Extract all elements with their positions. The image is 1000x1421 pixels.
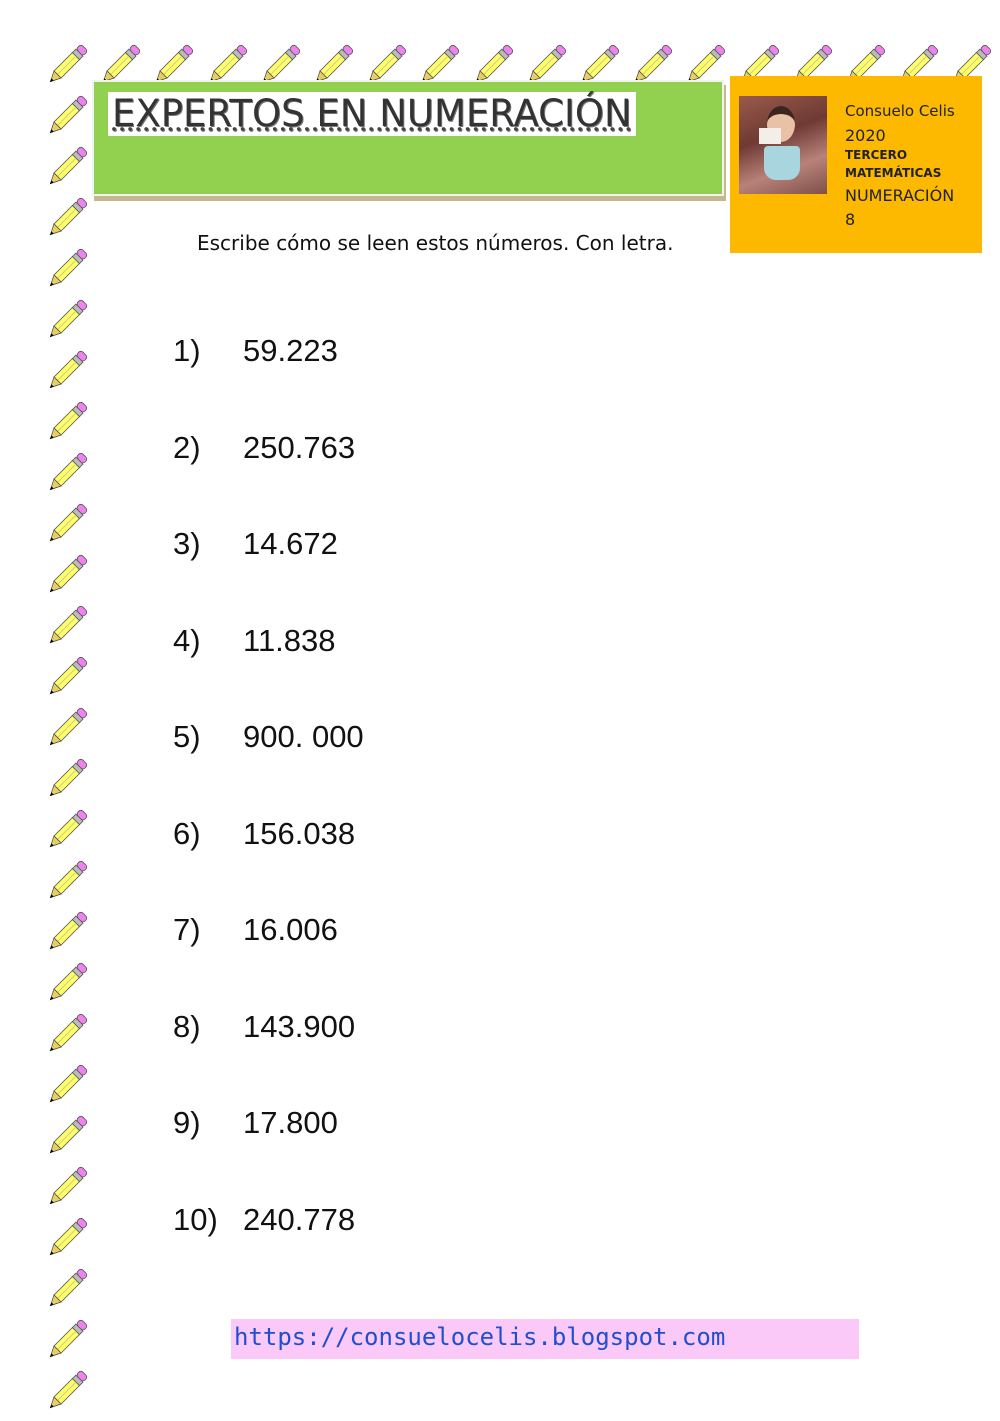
item-label: 8) (173, 1008, 201, 1044)
pencil-icon (42, 909, 90, 957)
title-banner (92, 80, 724, 196)
item-label: 3) (173, 526, 201, 561)
pencil-icon (42, 246, 90, 294)
item-number: 11.838 (243, 622, 336, 658)
pencil-icon (42, 297, 90, 345)
pencil-icon (42, 144, 90, 192)
instructions: Escribe cómo se leen estos números. Con letra. (197, 231, 674, 255)
item-number: 240.778 (243, 1201, 356, 1237)
pencil-icon (42, 654, 90, 702)
pencil-icon (42, 1062, 90, 1110)
author: Consuelo Celis (845, 102, 955, 120)
list-item (173, 1105, 338, 1141)
page-title: EXPERTOS EN NUMERACIÓN (108, 92, 636, 136)
pencil-icon (42, 1113, 90, 1161)
list-item (173, 333, 338, 369)
year: 2020 (845, 126, 886, 145)
pencil-icon (42, 1317, 90, 1365)
pencil-icon (42, 960, 90, 1008)
item-number: 156.038 (243, 815, 356, 851)
pencil-icon (42, 756, 90, 804)
list-item (173, 429, 356, 466)
pencil-icon (42, 450, 90, 498)
pencil-icon (42, 93, 90, 141)
pencil-icon (42, 399, 90, 447)
pencil-icon (42, 42, 90, 90)
pencil-icon (42, 552, 90, 600)
item-number: 14.672 (243, 526, 338, 561)
item-label: 4) (173, 622, 201, 658)
pencil-icon (42, 501, 90, 549)
sheet-number: 8 (845, 210, 856, 229)
blog-link[interactable]: https://consuelocelis.blogspot.com (234, 1323, 726, 1351)
item-label: 1) (173, 333, 201, 368)
pencil-icon (42, 1368, 90, 1416)
pencil-icon (42, 603, 90, 651)
item-number: 900. 000 (243, 719, 364, 754)
pencil-icon (42, 807, 90, 855)
item-number: 16.006 (243, 912, 338, 947)
list-item (173, 1201, 356, 1238)
list-item (173, 912, 338, 948)
item-label: 7) (173, 912, 201, 947)
list-item (173, 622, 336, 659)
item-label: 6) (173, 815, 201, 851)
subject: MATEMÁTICAS (845, 166, 942, 180)
item-label: 10) (173, 1201, 218, 1237)
doll-photo (739, 96, 827, 194)
list-item (173, 719, 364, 755)
item-number: 17.800 (243, 1105, 338, 1140)
list-item (173, 815, 356, 852)
pencil-icon (42, 195, 90, 243)
info-box (730, 76, 982, 253)
pencil-icon (42, 1266, 90, 1314)
item-label: 2) (173, 429, 201, 465)
item-number: 143.900 (243, 1008, 356, 1044)
footer-link-band (231, 1319, 859, 1359)
pencil-icon (42, 1164, 90, 1212)
item-number: 250.763 (243, 429, 356, 465)
pencil-icon (42, 858, 90, 906)
item-number: 59.223 (243, 333, 338, 368)
list-item (173, 1008, 356, 1045)
list-item (173, 526, 338, 562)
pencil-icon (42, 348, 90, 396)
pencil-icon (42, 1011, 90, 1059)
pencil-icon (42, 705, 90, 753)
grade: TERCERO (845, 148, 908, 162)
topic: NUMERACIÓN (845, 186, 955, 205)
item-label: 5) (173, 719, 201, 754)
item-label: 9) (173, 1105, 201, 1140)
pencil-icon (42, 1215, 90, 1263)
